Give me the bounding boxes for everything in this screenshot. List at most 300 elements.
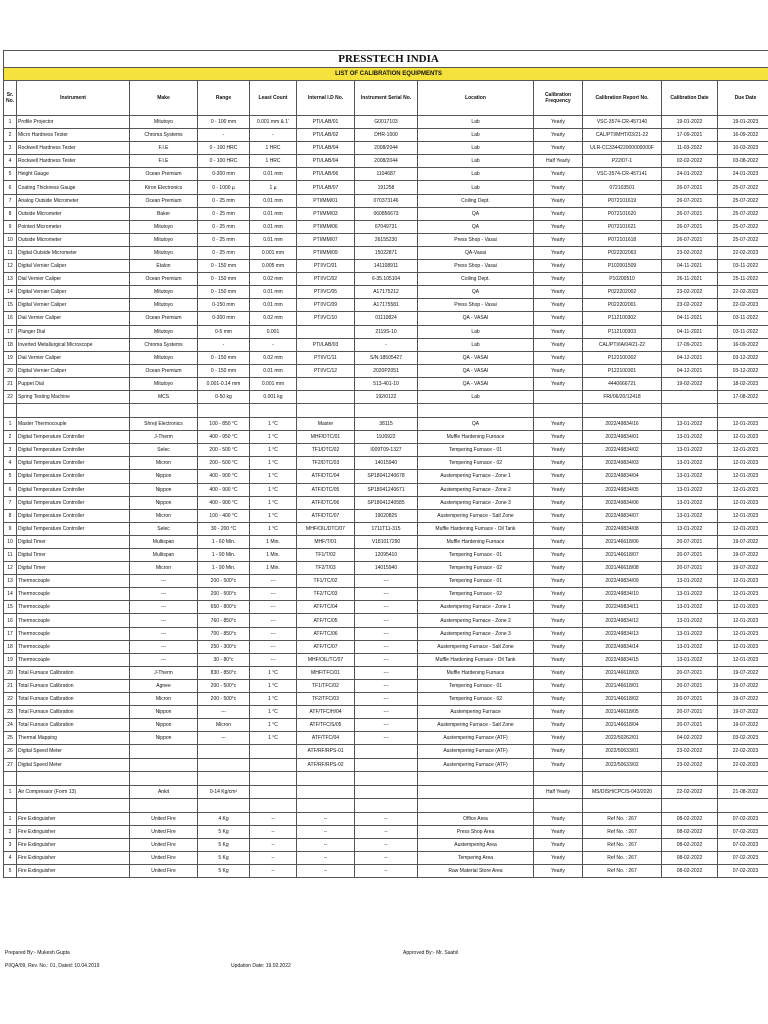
report-no-cell: P072101619 bbox=[583, 194, 662, 207]
sr-no-cell: 3 bbox=[4, 444, 17, 457]
report-no-cell: 2022/49834/13 bbox=[583, 627, 662, 640]
calibration-date-cell: 26-07-2021 bbox=[662, 181, 718, 194]
report-no-cell: P072101620 bbox=[583, 207, 662, 220]
frequency-cell: Yearly bbox=[534, 483, 583, 496]
location-cell: Lab bbox=[418, 129, 534, 142]
least-count-cell: 0.01 mm bbox=[250, 220, 297, 233]
sr-no-cell: 17 bbox=[4, 325, 17, 338]
empty-cell bbox=[250, 771, 297, 785]
range-cell: 1 - 60 Min. bbox=[198, 535, 250, 548]
table-row bbox=[4, 575, 768, 588]
header-least-count: Least Count bbox=[250, 81, 297, 116]
least-count-cell: --- bbox=[250, 575, 297, 588]
empty-cell bbox=[418, 771, 534, 785]
report-no-cell: P022202063 bbox=[583, 246, 662, 259]
table-row bbox=[4, 233, 768, 246]
range-cell: 400 - 900 °C bbox=[198, 470, 250, 483]
internal-id-cell: -- bbox=[297, 838, 355, 851]
instrument-cell: Digital Temperature Controller bbox=[17, 483, 130, 496]
empty-cell bbox=[297, 771, 355, 785]
frequency-cell: Yearly bbox=[534, 719, 583, 732]
instrument-cell: Thermocouple bbox=[17, 601, 130, 614]
frequency-cell: Yearly bbox=[534, 865, 583, 878]
table-row bbox=[4, 207, 768, 220]
make-cell: Kiron Electronics bbox=[130, 181, 198, 194]
location-cell: Austempering Furnace (ATF) bbox=[418, 732, 534, 745]
location-cell: QA bbox=[418, 418, 534, 431]
table-row bbox=[4, 522, 768, 535]
frequency-cell: Yearly bbox=[534, 679, 583, 692]
range-cell: 250 - 300°c bbox=[198, 640, 250, 653]
range-cell: 830 - 850°c bbox=[198, 666, 250, 679]
make-cell: Multispan bbox=[130, 549, 198, 562]
report-no-cell: 2022/49834/01 bbox=[583, 431, 662, 444]
calibration-date-cell: 13-01-2022 bbox=[662, 470, 718, 483]
internal-id-cell: ATF/TC/04 bbox=[297, 601, 355, 614]
due-date-cell: 10-03-2023 bbox=[718, 142, 768, 155]
make-cell: Nippon bbox=[130, 719, 198, 732]
frequency-cell: Yearly bbox=[534, 457, 583, 470]
sr-no-cell: 20 bbox=[4, 666, 17, 679]
report-no-cell: 2022/49834/02 bbox=[583, 444, 662, 457]
internal-id-cell: MHF/OIL/DTC/07 bbox=[297, 522, 355, 535]
least-count-cell: - bbox=[250, 338, 297, 351]
make-cell: Ocean Premium bbox=[130, 168, 198, 181]
empty-cell bbox=[198, 771, 250, 785]
sr-no-cell: 19 bbox=[4, 351, 17, 364]
table-row bbox=[4, 745, 768, 758]
header-range: Range bbox=[198, 81, 250, 116]
range-cell: - bbox=[198, 129, 250, 142]
serial-no-cell: -- bbox=[355, 812, 418, 825]
instrument-cell: Pointed Micrometer bbox=[17, 220, 130, 233]
range-cell: 0-300 mm bbox=[198, 168, 250, 181]
table-row bbox=[4, 706, 768, 719]
least-count-cell: --- bbox=[250, 601, 297, 614]
serial-no-cell: 12095410 bbox=[355, 549, 418, 562]
range-cell: 0 - 100 HRC bbox=[198, 142, 250, 155]
empty-cell bbox=[355, 404, 418, 418]
table-row bbox=[4, 719, 768, 732]
internal-id-cell: PTI/VC/02 bbox=[297, 273, 355, 286]
least-count-cell: 0.01 mm bbox=[250, 364, 297, 377]
instrument-cell: Total Furnace Calibration bbox=[17, 666, 130, 679]
table-row bbox=[4, 129, 768, 142]
serial-no-cell: --- bbox=[355, 693, 418, 706]
internal-id-cell: PTI/MM/09 bbox=[297, 246, 355, 259]
table-row bbox=[4, 390, 768, 403]
internal-id-cell: PTI/VC/12 bbox=[297, 364, 355, 377]
frequency-cell: Yearly bbox=[534, 444, 583, 457]
frequency-cell: Yearly bbox=[534, 116, 583, 129]
least-count-cell: 1 °C bbox=[250, 522, 297, 535]
instrument-cell: Air Compressor (Form 13) bbox=[17, 785, 130, 798]
report-no-cell: 2021/46618/07 bbox=[583, 549, 662, 562]
sr-no-cell: 5 bbox=[4, 865, 17, 878]
range-cell: 0 - 100 HRC bbox=[198, 155, 250, 168]
table-row bbox=[4, 116, 768, 129]
instrument-cell: Thermocouple bbox=[17, 575, 130, 588]
empty-cell bbox=[583, 798, 662, 812]
make-cell: Nippon bbox=[130, 470, 198, 483]
range-cell: 0 - 25 mm bbox=[198, 246, 250, 259]
serial-no-cell: 19020825 bbox=[355, 509, 418, 522]
due-date-cell: 22-02-2023 bbox=[718, 758, 768, 771]
report-no-cell: 2021/46618/05 bbox=[583, 706, 662, 719]
due-date-cell: 12-01-2023 bbox=[718, 418, 768, 431]
location-cell: Muffle Hardening Furnace bbox=[418, 535, 534, 548]
make-cell: Ankit bbox=[130, 785, 198, 798]
calibration-date-cell: 08-02-2022 bbox=[662, 851, 718, 864]
report-no-cell: P022202001 bbox=[583, 299, 662, 312]
report-no-cell: 2022/49834/04 bbox=[583, 470, 662, 483]
empty-cell bbox=[17, 771, 130, 785]
location-cell: Muffle Hardening Furnace - Oil Tank bbox=[418, 653, 534, 666]
frequency-cell: Yearly bbox=[534, 825, 583, 838]
table-row bbox=[4, 509, 768, 522]
least-count-cell: --- bbox=[250, 653, 297, 666]
due-date-cell: 12-01-2023 bbox=[718, 483, 768, 496]
frequency-cell: Yearly bbox=[534, 286, 583, 299]
make-cell: United Fire bbox=[130, 838, 198, 851]
calibration-date-cell: 20-07-2021 bbox=[662, 693, 718, 706]
frequency-cell: Yearly bbox=[534, 364, 583, 377]
report-no-cell: CAL/PTI/MHT/03/21-22 bbox=[583, 129, 662, 142]
calibration-date-cell: 04-11-2021 bbox=[662, 260, 718, 273]
location-cell: Tempering Furnace - 02 bbox=[418, 457, 534, 470]
table-row bbox=[4, 155, 768, 168]
range-cell: 0 - 25 mm bbox=[198, 220, 250, 233]
make-cell: Mitutoyo bbox=[130, 299, 198, 312]
sr-no-cell: 17 bbox=[4, 627, 17, 640]
report-no-cell: 2022/49834/12 bbox=[583, 614, 662, 627]
instrument-cell: Thermal Mapping bbox=[17, 732, 130, 745]
range-cell: 100 - 850 °C bbox=[198, 418, 250, 431]
empty-cell bbox=[355, 798, 418, 812]
sr-no-cell: 3 bbox=[4, 838, 17, 851]
location-cell bbox=[418, 785, 534, 798]
serial-no-cell: --- bbox=[355, 601, 418, 614]
sr-no-cell: 4 bbox=[4, 155, 17, 168]
range-cell: 0 - 150 mm bbox=[198, 364, 250, 377]
calibration-date-cell: 26-07-2021 bbox=[662, 233, 718, 246]
calibration-date-cell: 08-02-2022 bbox=[662, 865, 718, 878]
due-date-cell: 25-07-2022 bbox=[718, 194, 768, 207]
frequency-cell: Yearly bbox=[534, 220, 583, 233]
calibration-date-cell: 04-11-2021 bbox=[662, 325, 718, 338]
due-date-cell: 12-01-2023 bbox=[718, 431, 768, 444]
make-cell: United Fire bbox=[130, 851, 198, 864]
make-cell: Nippon bbox=[130, 706, 198, 719]
serial-no-cell: 14015940 bbox=[355, 457, 418, 470]
report-no-cell: 4440666721 bbox=[583, 377, 662, 390]
report-no-cell: P072101621 bbox=[583, 220, 662, 233]
report-no-cell: 2021/46618/04 bbox=[583, 719, 662, 732]
make-cell: Selec bbox=[130, 522, 198, 535]
report-no-cell: P122100302 bbox=[583, 351, 662, 364]
table-row bbox=[4, 364, 768, 377]
header-report-no: Calibration Report No. bbox=[583, 81, 662, 116]
instrument-cell: Fire Extinguisher bbox=[17, 812, 130, 825]
serial-no-cell: 2020P2051 bbox=[355, 364, 418, 377]
instrument-cell: Digital Temperature Controller bbox=[17, 496, 130, 509]
range-cell: 400 - 900 °C bbox=[198, 496, 250, 509]
due-date-cell: 21-08-2022 bbox=[718, 785, 768, 798]
least-count-cell: 1 Min. bbox=[250, 535, 297, 548]
serial-no-cell: 14015940 bbox=[355, 562, 418, 575]
due-date-cell: 12-01-2023 bbox=[718, 640, 768, 653]
document-reference: PI/QA/09, Rev. No.: 01, Dated: 10.04.2019 bbox=[5, 963, 100, 969]
internal-id-cell: PTI/MM/03 bbox=[297, 207, 355, 220]
calibration-date-cell: 08-02-2022 bbox=[662, 812, 718, 825]
location-cell: Lab bbox=[418, 390, 534, 403]
location-cell: Austempering Area bbox=[418, 838, 534, 851]
prepared-by: Prepared By:- Mukesh Gupta bbox=[5, 950, 70, 956]
report-no-cell: 2021/46618/03 bbox=[583, 666, 662, 679]
internal-id-cell: TF1/T/02 bbox=[297, 549, 355, 562]
instrument-cell: Outside Micrometer bbox=[17, 233, 130, 246]
range-cell: 0 - 25 mm bbox=[198, 233, 250, 246]
internal-id-cell: -- bbox=[297, 865, 355, 878]
location-cell: Tempering Furnace - 02 bbox=[418, 588, 534, 601]
table-row bbox=[4, 246, 768, 259]
empty-cell bbox=[355, 771, 418, 785]
due-date-cell: 12-01-2023 bbox=[718, 444, 768, 457]
least-count-cell: 1 °C bbox=[250, 706, 297, 719]
range-cell: 30 - 80°c bbox=[198, 653, 250, 666]
sr-no-cell: 4 bbox=[4, 851, 17, 864]
range-cell: 0-14 Kg/cm² bbox=[198, 785, 250, 798]
least-count-cell: - bbox=[250, 129, 297, 142]
due-date-cell: 12-01-2023 bbox=[718, 457, 768, 470]
sr-no-cell: 2 bbox=[4, 129, 17, 142]
least-count-cell: 1 HRC bbox=[250, 155, 297, 168]
calibration-date-cell: 26-11-2021 bbox=[662, 273, 718, 286]
sr-no-cell: 26 bbox=[4, 745, 17, 758]
least-count-cell: 1 °C bbox=[250, 457, 297, 470]
serial-no-cell: 141108911 bbox=[355, 260, 418, 273]
frequency-cell: Yearly bbox=[534, 575, 583, 588]
frequency-cell: Yearly bbox=[534, 168, 583, 181]
internal-id-cell: PTI/MM/01 bbox=[297, 194, 355, 207]
make-cell: --- bbox=[130, 653, 198, 666]
location-cell: Austempering Furnace - Salt Zone bbox=[418, 640, 534, 653]
sr-no-cell: 1 bbox=[4, 812, 17, 825]
calibration-date-cell: 04-11-2021 bbox=[662, 312, 718, 325]
location-cell: Tempering Furnace - 01 bbox=[418, 679, 534, 692]
due-date-cell: 22-02-2023 bbox=[718, 286, 768, 299]
frequency-cell: Yearly bbox=[534, 377, 583, 390]
frequency-cell: Yearly bbox=[534, 260, 583, 273]
instrument-cell: Total Furnace Calibration bbox=[17, 719, 130, 732]
header-sr-no: Sr. No. bbox=[4, 81, 17, 116]
instrument-cell: Rockwell Hardness Tester bbox=[17, 142, 130, 155]
sr-no-cell: 9 bbox=[4, 522, 17, 535]
due-date-cell: 22-02-2023 bbox=[718, 299, 768, 312]
internal-id-cell bbox=[297, 390, 355, 403]
sr-no-cell: 11 bbox=[4, 246, 17, 259]
sr-no-cell: 21 bbox=[4, 679, 17, 692]
frequency-cell: Yearly bbox=[534, 666, 583, 679]
sr-no-cell: 15 bbox=[4, 601, 17, 614]
internal-id-cell: -- bbox=[297, 812, 355, 825]
sr-no-cell: 12 bbox=[4, 260, 17, 273]
frequency-cell: Yearly bbox=[534, 273, 583, 286]
location-cell: Coiling Dept. bbox=[418, 273, 534, 286]
due-date-cell: 25-07-2022 bbox=[718, 207, 768, 220]
sr-no-cell: 6 bbox=[4, 483, 17, 496]
sr-no-cell: 22 bbox=[4, 390, 17, 403]
frequency-cell: Yearly bbox=[534, 207, 583, 220]
report-no-cell: 2021/46618/06 bbox=[583, 535, 662, 548]
table-row bbox=[4, 838, 768, 851]
report-no-cell: P022202002 bbox=[583, 286, 662, 299]
serial-no-cell: 2008/2044 bbox=[355, 142, 418, 155]
instrument-cell: Rockwell Hardness Tester bbox=[17, 155, 130, 168]
least-count-cell: 1 HRC bbox=[250, 142, 297, 155]
least-count-cell: 1 °C bbox=[250, 732, 297, 745]
calibration-date-cell: 20-07-2021 bbox=[662, 562, 718, 575]
least-count-cell: -- bbox=[250, 812, 297, 825]
due-date-cell: 03-12-2022 bbox=[718, 351, 768, 364]
make-cell: Mitutoyo bbox=[130, 351, 198, 364]
serial-no-cell: 2119S-10 bbox=[355, 325, 418, 338]
least-count-cell: 1 Min. bbox=[250, 562, 297, 575]
empty-cell bbox=[418, 798, 534, 812]
sr-no-cell: 23 bbox=[4, 706, 17, 719]
serial-no-cell: --- bbox=[355, 679, 418, 692]
header-location: Location bbox=[418, 81, 534, 116]
location-cell: QA bbox=[418, 207, 534, 220]
instrument-cell: Thermocouple bbox=[17, 588, 130, 601]
header-due-date: Due Date bbox=[718, 81, 768, 116]
table-row bbox=[4, 496, 768, 509]
report-no-cell: 2022/50633/02 bbox=[583, 758, 662, 771]
table-row bbox=[4, 431, 768, 444]
table-row bbox=[4, 812, 768, 825]
table-row bbox=[4, 181, 768, 194]
sr-no-cell: 18 bbox=[4, 640, 17, 653]
serial-no-cell: 192/0122 bbox=[355, 390, 418, 403]
empty-cell bbox=[662, 798, 718, 812]
frequency-cell: Yearly bbox=[534, 614, 583, 627]
internal-id-cell bbox=[297, 325, 355, 338]
report-no-cell: ULR-CC334422000000000F bbox=[583, 142, 662, 155]
serial-no-cell: --- bbox=[355, 575, 418, 588]
due-date-cell: 12-01-2023 bbox=[718, 496, 768, 509]
report-no-cell: FRI/06/20/12418 bbox=[583, 390, 662, 403]
location-cell: Tempering Furnace - 02 bbox=[418, 693, 534, 706]
least-count-cell bbox=[250, 785, 297, 798]
sr-no-cell: 15 bbox=[4, 299, 17, 312]
least-count-cell: 1 °C bbox=[250, 719, 297, 732]
calibration-date-cell: 26-07-2021 bbox=[662, 207, 718, 220]
header-make: Make bbox=[130, 81, 198, 116]
location-cell: Austempering Furnace - Zone 2 bbox=[418, 614, 534, 627]
empty-cell bbox=[534, 798, 583, 812]
calibration-date-cell: 26-07-2021 bbox=[662, 220, 718, 233]
instrument-cell: Analog Outside Micrometer bbox=[17, 194, 130, 207]
table-row bbox=[4, 299, 768, 312]
empty-cell bbox=[718, 404, 768, 418]
sr-no-cell: 14 bbox=[4, 588, 17, 601]
make-cell: Shreji Electronics bbox=[130, 418, 198, 431]
table-row bbox=[4, 351, 768, 364]
range-cell: --- bbox=[198, 732, 250, 745]
report-no-cell: 2021/46618/01 bbox=[583, 679, 662, 692]
calibration-date-cell bbox=[662, 390, 718, 403]
internal-id-cell: -- bbox=[297, 825, 355, 838]
report-no-cell: 2022/50633/01 bbox=[583, 745, 662, 758]
instrument-cell: Fire Extinguisher bbox=[17, 838, 130, 851]
header-serial-no: Instrument Serial No. bbox=[355, 81, 418, 116]
due-date-cell: 07-02-2023 bbox=[718, 825, 768, 838]
table-row bbox=[4, 693, 768, 706]
table-row bbox=[4, 418, 768, 431]
sr-no-cell: 2 bbox=[4, 825, 17, 838]
location-cell: Tempering Furnace - 01 bbox=[418, 444, 534, 457]
make-cell: Etalon bbox=[130, 260, 198, 273]
due-date-cell: 03-11-2022 bbox=[718, 325, 768, 338]
internal-id-cell: ATF/TC/06 bbox=[297, 627, 355, 640]
due-date-cell: 19-01-2023 bbox=[718, 116, 768, 129]
sr-no-cell: 1 bbox=[4, 418, 17, 431]
table-row bbox=[4, 825, 768, 838]
make-cell: United Fire bbox=[130, 825, 198, 838]
internal-id-cell: TF2/TC/03 bbox=[297, 588, 355, 601]
least-count-cell bbox=[250, 758, 297, 771]
least-count-cell: 0.005 mm bbox=[250, 260, 297, 273]
instrument-cell: Inverted Metallurgical Microscope bbox=[17, 338, 130, 351]
header-internal-id: Internal I.D No. bbox=[297, 81, 355, 116]
range-cell: 200 - 500°c bbox=[198, 588, 250, 601]
make-cell: Ocean Premium bbox=[130, 364, 198, 377]
instrument-cell: Puppet Dial bbox=[17, 377, 130, 390]
location-cell: QA bbox=[418, 220, 534, 233]
range-cell: 1 - 90 Min. bbox=[198, 549, 250, 562]
serial-no-cell: --- bbox=[355, 614, 418, 627]
serial-no-cell: 01110824 bbox=[355, 312, 418, 325]
due-date-cell: 25-07-2022 bbox=[718, 233, 768, 246]
serial-no-cell: --- bbox=[355, 627, 418, 640]
calibration-date-cell: 04-12-2021 bbox=[662, 364, 718, 377]
least-count-cell: --- bbox=[250, 640, 297, 653]
serial-no-cell: --- bbox=[355, 706, 418, 719]
due-date-cell: 12-01-2023 bbox=[718, 614, 768, 627]
due-date-cell: 25-11-2022 bbox=[718, 273, 768, 286]
empty-cell bbox=[130, 771, 198, 785]
calibration-date-cell: 13-01-2022 bbox=[662, 509, 718, 522]
instrument-cell: Height Gauge bbox=[17, 168, 130, 181]
location-cell: Austempering Furnace - Zone 3 bbox=[418, 496, 534, 509]
make-cell bbox=[130, 745, 198, 758]
frequency-cell: Yearly bbox=[534, 653, 583, 666]
table-row bbox=[4, 168, 768, 181]
range-cell: 4 Kg bbox=[198, 812, 250, 825]
instrument-cell: Dial Vernier Caliper bbox=[17, 273, 130, 286]
header-row bbox=[4, 81, 768, 116]
range-cell: 0-150 mm bbox=[198, 299, 250, 312]
table-row bbox=[4, 483, 768, 496]
range-cell: 0 - 150 mm bbox=[198, 273, 250, 286]
sr-no-cell: 13 bbox=[4, 273, 17, 286]
internal-id-cell: PTI/VC/10 bbox=[297, 312, 355, 325]
location-cell: Press Shop Area bbox=[418, 825, 534, 838]
instrument-cell: Digital Timer bbox=[17, 535, 130, 548]
location-cell: Austempering Furnace (ATF) bbox=[418, 745, 534, 758]
range-cell: 400 - 950 °C bbox=[198, 431, 250, 444]
frequency-cell: Yearly bbox=[534, 233, 583, 246]
